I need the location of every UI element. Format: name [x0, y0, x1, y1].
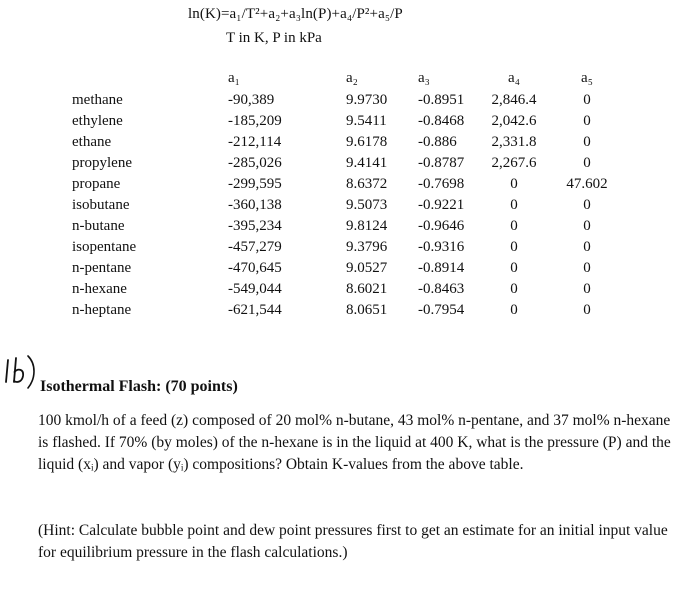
a4-value: 2,846.4: [491, 92, 537, 108]
a1-value: -185,209: [228, 113, 282, 129]
a1-value: -285,026: [228, 155, 282, 171]
compound-name: propylene: [72, 155, 132, 171]
handwritten-question-label: [2, 354, 38, 390]
a5-value: 47.602: [566, 176, 608, 192]
a4-value: 2,331.8: [491, 134, 537, 150]
table-row: [72, 258, 616, 279]
problem-statement: 100 kmol/h of a feed (z) composed of 20 mol% n-butane, 43 mol% n-pentane, and 37 mol% n-hexane is flashed. If 70% (by moles) of the n-hexane is in the liquid at 400 K, what is the pressure (P) and the liquid (xᵢ) and vapor (yᵢ) compositions? Obtain K-values from the above table.: [38, 412, 671, 473]
a3-value: -0.9646: [418, 218, 465, 234]
a1-value: -360,138: [228, 197, 282, 213]
compound-name: isopentane: [72, 239, 137, 255]
table-row: [72, 279, 616, 300]
a4-value: 0: [510, 281, 518, 297]
a3-value: -0.8914: [418, 260, 465, 276]
a5-value: 0: [583, 197, 591, 213]
a2-value: 9.0527: [346, 260, 388, 276]
a3-value: -0.8468: [418, 113, 465, 129]
a5-value: 0: [583, 92, 591, 108]
hint-text: (Hint: Calculate bubble point and dew point pressures first to get an estimate for an initial input value for equilibrium pressure in the flash calculations.): [38, 522, 668, 561]
a1-value: -457,279: [228, 239, 282, 255]
a5-value: 0: [583, 218, 591, 234]
table-row: [72, 90, 616, 111]
a3-value: -0.8463: [418, 281, 465, 297]
table-row: [72, 216, 616, 237]
a5-value: 0: [583, 302, 591, 318]
table-row: [72, 132, 616, 153]
a4-value: 0: [510, 218, 518, 234]
compound-name: n-hexane: [72, 281, 127, 297]
a3-value: -0.7698: [418, 176, 465, 192]
a4-value: 2,042.6: [491, 113, 537, 129]
compound-name: methane: [72, 92, 123, 108]
a1-value: -299,595: [228, 176, 282, 192]
a5-value: 0: [583, 239, 591, 255]
a1-value: -212,114: [228, 134, 282, 150]
a2-value: 8.6021: [346, 281, 388, 297]
header-a3: a₃: [418, 70, 430, 86]
header-a4: a₄: [508, 70, 520, 86]
a4-value: 2,267.6: [491, 155, 537, 171]
a5-value: 0: [583, 260, 591, 276]
a1-value: -395,234: [228, 218, 282, 234]
table-row: [72, 237, 616, 258]
a2-value: 9.8124: [346, 218, 388, 234]
section-title: Isothermal Flash: (70 points): [40, 378, 238, 395]
compound-name: isobutane: [72, 197, 130, 213]
k-value-formula: ln(K)=a₁/T²+a₂+a₃ln(P)+a₄/P²+a₅/P: [188, 6, 403, 22]
a3-value: -0.886: [418, 134, 457, 150]
a1-value: -470,645: [228, 260, 282, 276]
table-row: [72, 153, 616, 174]
a4-value: 0: [510, 260, 518, 276]
a5-value: 0: [583, 134, 591, 150]
k-value-coefficient-table: [72, 68, 616, 321]
table-row: [72, 111, 616, 132]
table-row: [72, 300, 616, 321]
a2-value: 9.3796: [346, 239, 388, 255]
header-a2: a₂: [346, 70, 358, 86]
compound-name: n-pentane: [72, 260, 132, 276]
a4-value: 0: [510, 197, 518, 213]
compound-name: n-butane: [72, 218, 125, 234]
a3-value: -0.9221: [418, 197, 465, 213]
a3-value: -0.8787: [418, 155, 465, 171]
compound-name: propane: [72, 176, 121, 192]
a2-value: 8.0651: [346, 302, 388, 318]
a4-value: 0: [510, 239, 518, 255]
compound-name: ethylene: [72, 113, 123, 129]
handwritten-1b-mark: [2, 354, 38, 390]
a3-value: -0.7954: [418, 302, 465, 318]
a2-value: 9.9730: [346, 92, 388, 108]
a1-value: -90,389: [228, 92, 275, 108]
a3-value: -0.9316: [418, 239, 465, 255]
a4-value: 0: [510, 302, 518, 318]
header-a1: a₁: [228, 70, 240, 86]
a5-value: 0: [583, 281, 591, 297]
table-row: [72, 195, 616, 216]
header-a5: a₅: [581, 70, 593, 86]
compound-name: n-heptane: [72, 302, 132, 318]
a2-value: 9.6178: [346, 134, 388, 150]
units-note: T in K, P in kPa: [226, 30, 322, 46]
a2-value: 9.5073: [346, 197, 388, 213]
compound-name: ethane: [72, 134, 112, 150]
a5-value: 0: [583, 113, 591, 129]
a4-value: 0: [510, 176, 518, 192]
a1-value: -621,544: [228, 302, 282, 318]
a3-value: -0.8951: [418, 92, 465, 108]
a2-value: 9.5411: [346, 113, 387, 129]
table-header-row: [72, 68, 616, 90]
a2-value: 9.4141: [346, 155, 388, 171]
a2-value: 8.6372: [346, 176, 388, 192]
header-compound: [72, 68, 192, 90]
table-row: [72, 174, 616, 195]
a5-value: 0: [583, 155, 591, 171]
a1-value: -549,044: [228, 281, 282, 297]
